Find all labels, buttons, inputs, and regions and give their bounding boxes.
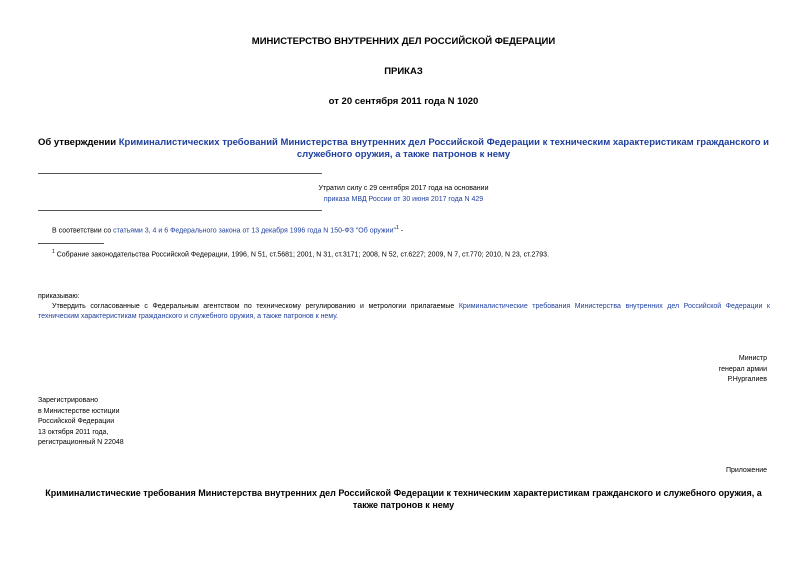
status-bottom-rule bbox=[38, 210, 322, 211]
basis-law-link[interactable]: статьями 3, 4 и 6 Федерального закона от 13 декабря 1996 года N 150-ФЗ "Об оружии" bbox=[113, 227, 396, 235]
status-text: Утратил силу с 29 сентября 2017 года на основании bbox=[318, 185, 489, 192]
order-type-heading: ПРИКАЗ bbox=[384, 66, 423, 77]
order-title bbox=[0, 137, 807, 161]
approve-line-2 bbox=[38, 312, 770, 322]
order-title-link[interactable]: Криминалистических требований Министерства внутренних дел Российской Федерации к техническим характеристикам гражданского и bbox=[118, 137, 769, 148]
registration-line: в Министерстве юстиции bbox=[38, 407, 120, 415]
approve-text: Утвердить согласованные с Федеральным агентством по техническому регулированию и метрологии прилагаемые bbox=[52, 303, 459, 310]
appendix-title bbox=[0, 487, 807, 511]
approve-paragraph bbox=[38, 302, 770, 321]
ministry-heading: МИНИСТЕРСТВО ВНУТРЕННИХ ДЕЛ РОССИЙСКОЙ ФЕДЕРАЦИИ bbox=[251, 36, 556, 47]
order-verb: приказываю: bbox=[38, 293, 80, 300]
appendix-label: Приложение bbox=[725, 467, 767, 474]
signature-rank: генерал армии bbox=[718, 365, 767, 373]
signature-block bbox=[719, 354, 767, 386]
basis-footnote-ref: 1 bbox=[395, 225, 399, 231]
footnote bbox=[52, 248, 549, 260]
basis-suffix: - bbox=[398, 227, 404, 235]
approve-link[interactable]: Криминалистические требования Министерства внутренних дел Российской Федерации к bbox=[458, 303, 770, 310]
status-link[interactable]: приказа МВД России от 30 июня 2017 года N 429 bbox=[323, 196, 484, 203]
status-top-rule bbox=[38, 173, 322, 174]
registration-line: 13 октября 2011 года, bbox=[38, 428, 109, 436]
registration-line: Зарегистрировано bbox=[38, 397, 98, 404]
basis-paragraph bbox=[52, 224, 403, 236]
approve-line-1 bbox=[38, 302, 770, 312]
registration-block bbox=[38, 396, 124, 449]
signature-position: Министр bbox=[738, 355, 767, 362]
approve-link-cont[interactable]: техническим характеристикам гражданского и служебного оружия, а также патронов к нему bbox=[38, 312, 337, 320]
order-date-heading: от 20 сентября 2011 года N 1020 bbox=[328, 96, 479, 107]
appendix-title-line-1: Криминалистические требования Министерства внутренних дел Российской Федерации к техническим характеристикам гражданского и служебного оружия, а bbox=[45, 488, 762, 498]
appendix-title-line-2: также патронов к нему bbox=[352, 500, 455, 510]
approve-end: . bbox=[336, 312, 338, 320]
footnote-rule bbox=[38, 243, 104, 244]
order-title-link-cont[interactable]: служебного оружия, а также патронов к нему bbox=[296, 149, 511, 160]
order-title-prefix: Об утверждении bbox=[38, 137, 119, 148]
signature-name: Р.Нургалиев bbox=[727, 376, 767, 383]
registration-line: регистрационный N 22048 bbox=[38, 439, 124, 446]
footnote-text: Собрание законодательства Российской Федерации, 1996, N 51, ст.5681; 2001, N 31, ст.3171; 2008, N 52, ст.6227; 2009, N 7, ст.770; 2010, N 23, ст.2793. bbox=[56, 251, 550, 259]
footnote-marker: 1 bbox=[52, 249, 55, 255]
registration-line: Российской Федерации bbox=[38, 418, 115, 425]
basis-prefix: В соответствии со bbox=[52, 227, 114, 235]
